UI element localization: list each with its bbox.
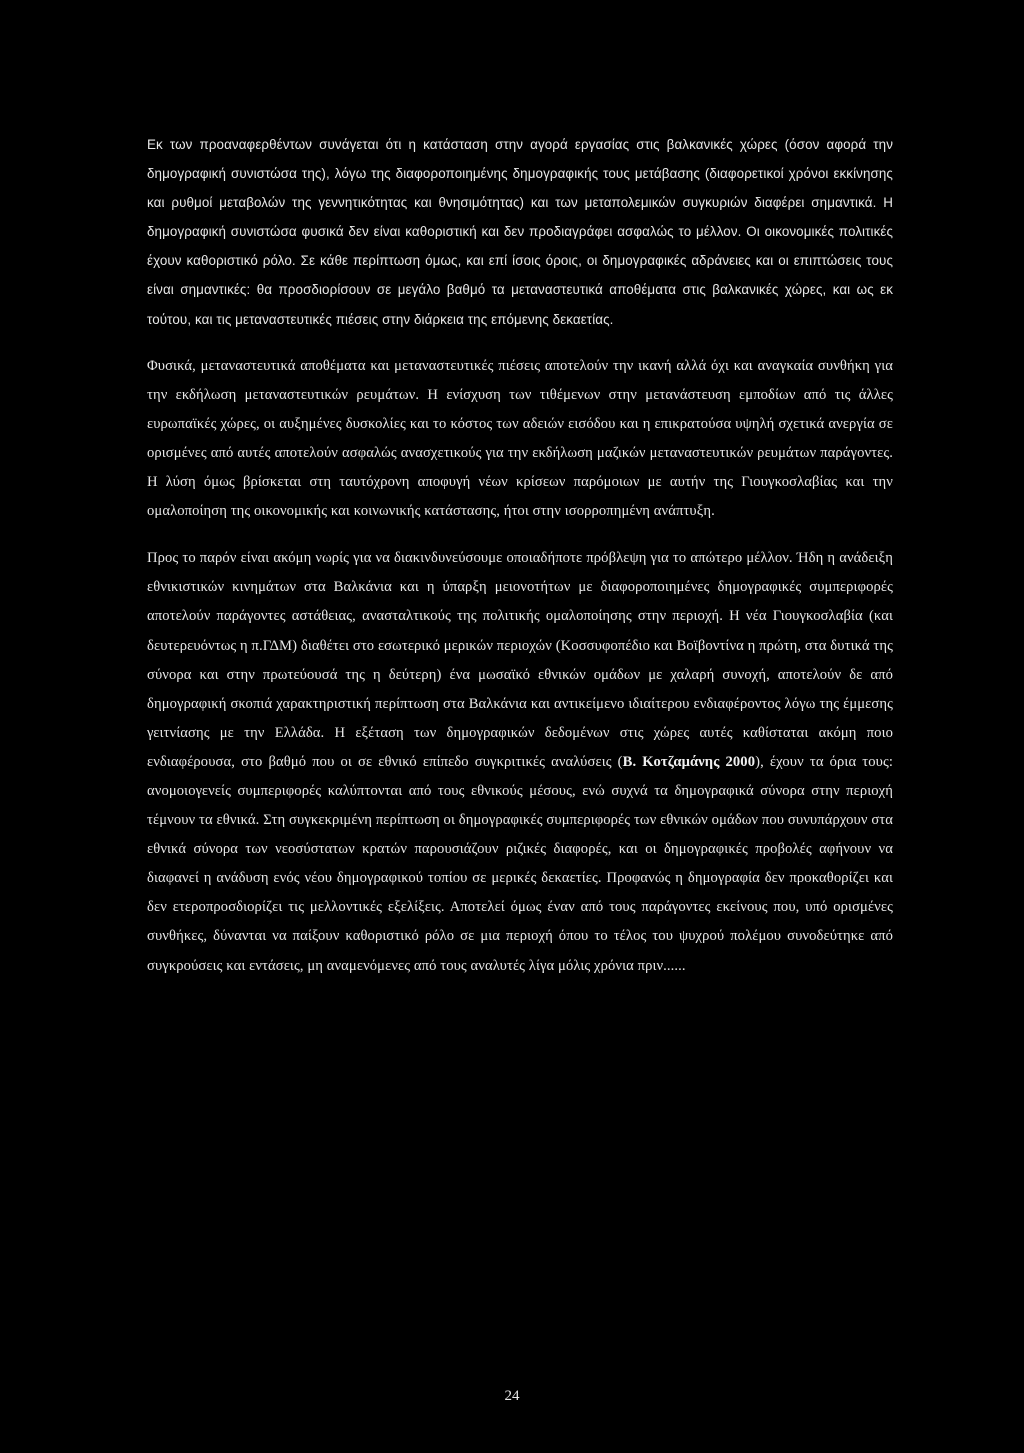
body-text — [147, 130, 893, 981]
citation: Β. Κοτζαμάνης 2000 — [622, 753, 756, 770]
paragraph-3-text-after: ), έχουν τα όρια τους: ανομοιογενείς συμπεριφορές καλύπτονται από τους εθνικούς μέσους, ενώ συχνά τα δημογραφικά σύνορα στην περιοχή τέμνουν τα εθνικά. Στη συγκεκριμένη περίπτωση οι δημογραφικές συμπεριφορές των εθνικών ομάδων που συνυπάρχουν στα εθνικά σύνορα των νεοσύστατων κρατών παρουσιάζουν ριζικές διαφορές, και οι δημογραφικές προβολές αφήνουν να διαφανεί η ανάδυση ενός νέου δημογραφικού τοπίου σε μερικές δεκαετίες. Προφανώς η δημογραφία δεν προκαθορίζει και δεν ετεροπροσδιορίζει τις μελλοντικές εξελίξεις. Αποτελεί όμως έναν από τους παράγοντες εκείνους που, υπό ορισμένες συνθήκες, δύνανται να παίξουν καθοριστικό ρόλο σε μια περιοχή όπου το τέλος του ψυχρού πολέμου συνοδεύτηκε από συγκρούσεις και εντάσεις, μη αναμενόμενες από τους αναλυτές λίγα μόλις χρόνια πριν...... — [147, 753, 893, 974]
paragraph-3-text-before: Προς το παρόν είναι ακόμη νωρίς για να διακινδυνεύσουμε οποιαδήποτε πρόβλεψη για το απώτερο μέλλον. Ήδη η ανάδειξη εθνικιστικών κινημάτων στα Βαλκάνια και η ύπαρξη μειονοτήτων με διαφοροποιημένες δημογραφικές συμπεριφορές αποτελούν παράγοντες αστάθειας, ανασταλτικούς της πολιτικής ομαλοποίησης στην περιοχή. Η νέα Γιουγκοσλαβία (και δευτερευόντως η π.ΓΔΜ) διαθέτει στο εσωτερικό μερικών περιοχών (Κοσσυφοπέδιο και Βοϊβοντίνα η πρώτη, στα δυτικά της σύνορα και στην πρωτεύουσά της η δεύτερη) ένα μωσαϊκό εθνικών ομάδων με χαλαρή συνοχή, αποτελούν δε από δημογραφική σκοπιά χαρακτηριστική περίπτωση στα Βαλκάνια και αντικείμενο ιδιαίτερου ενδιαφέροντος λόγω της έμμεσης γειτνίασης με την Ελλάδα. Η εξέταση των δημογραφικών δεδομένων στις χώρες αυτές καθίσταται ακόμη ποιο ενδιαφέρουσα, στο βαθμό που οι σε εθνικό επίπεδο συγκριτικές αναλύσεις ( — [147, 550, 893, 770]
paragraph-1: Εκ των προαναφερθέντων συνάγεται ότι η κατάσταση στην αγορά εργασίας στις βαλκανικές χώρες (όσον αφορά την δημογραφική συνιστώσα της), λόγω της διαφοροποιημένης δημογραφικής τους μετάβασης (διαφορετικοί χρόνοι εκκίνησης και ρυθμοί μεταβολών της γεννητικότητας και θνησιμότητας) και των μεταπολεμικών συγκυριών διαφέρει σημαντικά. Η δημογραφική συνιστώσα φυσικά δεν είναι καθοριστική και δεν προδιαγράφει ασφαλώς το μέλλον. Οι οικονομικές πολιτικές έχουν καθοριστικό ρόλο. Σε κάθε περίπτωση όμως, και επί ίσοις όροις, οι δημογραφικές αδράνειες και οι επιπτώσεις τους είναι σημαντικές: θα προσδιορίσουν σε μεγάλο βαθμό τα μεταναστευτικά αποθέματα στις βαλκανικές χώρες, και ως εκ τούτου, και τις μεταναστευτικές πιέσεις στην διάρκεια της επόμενης δεκαετίας. — [147, 137, 893, 327]
paragraph-2: Φυσικά, μεταναστευτικά αποθέματα και μεταναστευτικές πιέσεις αποτελούν την ικανή αλλά όχι και αναγκαία συνθήκη για την εκδήλωση μεταναστευτικών ρευμάτων. Η ενίσχυση των τιθέμενων στην μετανάστευση εμποδίων από τις άλλες ευρωπαϊκές χώρες, οι αυξημένες δυσκολίες και το κόστος των αδειών εισόδου και η επικρατούσα υψηλή σχετικά ανεργία σε ορισμένες από αυτές αποτελούν ασφαλώς ανασχετικούς για την εκδήλωση μαζικών μεταναστευτικών ρευμάτων παράγοντες. Η λύση όμως βρίσκεται στη ταυτόχρονη αποφυγή νέων κρίσεων παρόμοιων με αυτήν της Γιουγκοσλαβίας και την ομαλοποίηση της οικονομικής και κοινωνικής κατάστασης, ήτοι στην ισορροπημένη ανάπτυξη. — [147, 357, 893, 520]
paragraph-3 — [147, 544, 893, 980]
page-number: 24 — [504, 1388, 520, 1404]
